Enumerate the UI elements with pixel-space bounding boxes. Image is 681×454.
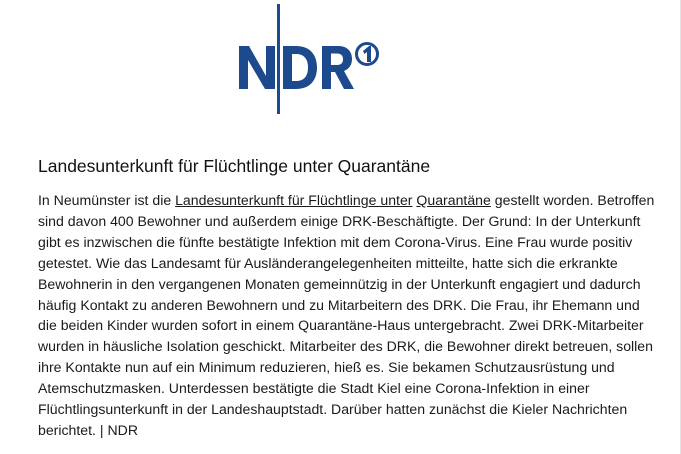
ard-one-icon [357, 44, 378, 65]
article-link-quarantaene[interactable]: Quarantäne [416, 192, 491, 208]
ndr-logo[interactable] [239, 4, 384, 114]
article-headline: Landesunterkunft für Flüchtlinge unter Quarantäne [38, 156, 431, 176]
article-body-text: gestellt worden. Betroffen sind davon 400 Bewohner und außerdem einige DRK-Beschäftigte. Der Grund: In der Unterkunft gibt es inzwischen die fünfte bestätigte Infektion mit dem Corona-Virus. Eine Frau wurde positiv getestet. Wie das Landesamt für Ausländerangelegenheiten mitteilte, hatte sich die erkrankte Bewohnerin in den vergangenen Monaten gemeinnützig in der Unterkunft engagiert und dadurch häufig Kontakt zu anderen Bewohnern und zu Mitarbeitern des DRK. Die Frau, ihr Ehemann und die beiden Kinder wurden sofort in einem Quarantäne-Haus untergebracht. Zwei DRK-Mitarbeiter wurden in häusliche Isolation geschickt. Mitarbeiter des DRK, die Bewohner direkt betreuen, sollen ihre Kontakte nun auf ein Minimum reduzieren, hieß es. Sie bekamen Schutzausrüstung und Atemschutzmasken. Unterdessen bestätigte die Stadt Kiel eine Corona-Infektion in einer Flüchtlingsunterkunft in der Landeshauptstadt. Darüber hatten zunächst die Kieler Nachrichten berichtet. | NDR [38, 192, 655, 438]
bottom-fade [0, 448, 680, 454]
article-link-landesunterkunft[interactable]: Landesunterkunft für Flüchtlinge unter [175, 192, 413, 208]
article-body [38, 190, 660, 441]
article-intro: In Neumünster ist die [38, 192, 176, 208]
